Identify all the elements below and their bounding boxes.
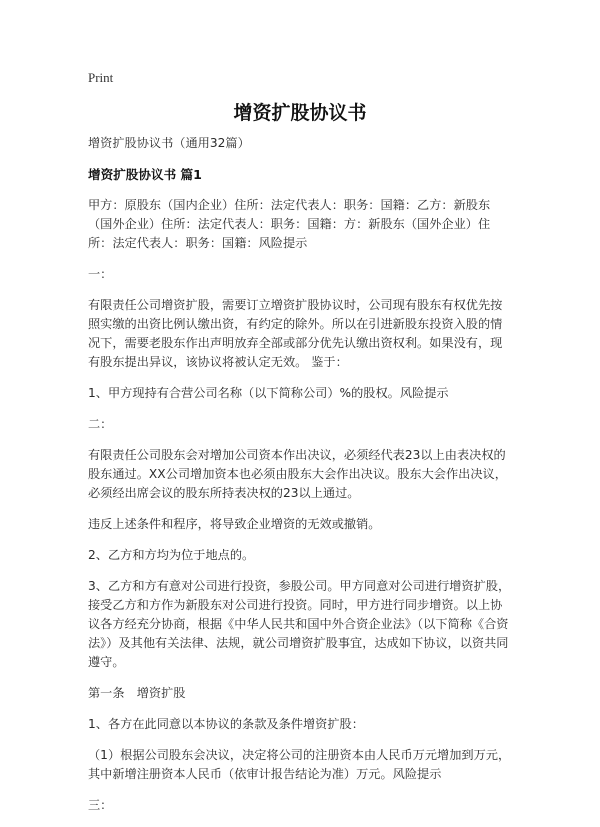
section-heading: 增资扩股协议书 篇1	[88, 167, 202, 182]
clause-1-paragraph: 1、甲方现持有合营公司名称（以下简称公司）%的股权。风险提示	[88, 386, 449, 400]
resolution-paragraph: 有限责任公司股东会对增加公司资本作出决议，必须经代表23以上由表决权的股东通过。XX公司增加资本也必须由股东大会作出决议。股东大会作出决议，必须经出席会议的股东所持表决权的23以上通过。	[88, 448, 507, 500]
item-two-marker: 二：	[88, 417, 113, 431]
clause-3-paragraph: 3、乙方和方有意对公司进行投资，参股公司。甲方同意对公司进行增资扩股，接受乙方和方作为新股东对公司进行投资。同时，甲方进行同步增资。以上协议各方经充分协商，根据《中华人民共和国中外合资企业法》（以下简称《合资法》）及其他有关法律、法规，就公司增资扩股事宜，达成如下协议，以资共同遵守。	[88, 579, 511, 669]
preamble-paragraph: 有限责任公司增资扩股，需要订立增资扩股协议时，公司现有股东有权优先按照实缴的出资比例认缴出资，有约定的除外。所以在引进新股东投资入股的情况下，需要老股东作出声明放弃全部或部分优先认缴出资权利。如果没有，现有股东提出异议，该协议将被认定无效。 鉴于：	[88, 298, 503, 369]
item-three-marker: 三：	[88, 798, 113, 812]
article-1-heading: 第一条 增资扩股	[88, 686, 186, 700]
parties-paragraph: 甲方：原股东（国内企业）住所：法定代表人：职务：国籍：乙方：新股东（国外企业）住所：法定代表人：职务：国籍：方：新股东（国外企业）住所：法定代表人：职务：国籍：风险提示	[88, 198, 491, 250]
document-title: 增资扩股协议书	[233, 102, 367, 124]
subtitle: 增资扩股协议书（通用32篇）	[88, 136, 250, 150]
violation-paragraph: 违反上述条件和程序，将导致企业增资的无效或撤销。	[88, 517, 381, 531]
clause-2-paragraph: 2、乙方和方均为位于地点的。	[88, 548, 255, 562]
print-link[interactable]: Print	[88, 70, 114, 85]
article-1-1-paragraph: 1、各方在此同意以本协议的条款及条件增资扩股：	[88, 717, 364, 731]
item-one-marker: 一：	[88, 267, 113, 281]
document-body	[88, 134, 513, 827]
article-1-1-1-paragraph: （1）根据公司股东会决议，决定将公司的注册资本由人民币万元增加到万元，其中新增注册资本人民币（依审计报告结论为准）万元。风险提示	[88, 748, 511, 781]
